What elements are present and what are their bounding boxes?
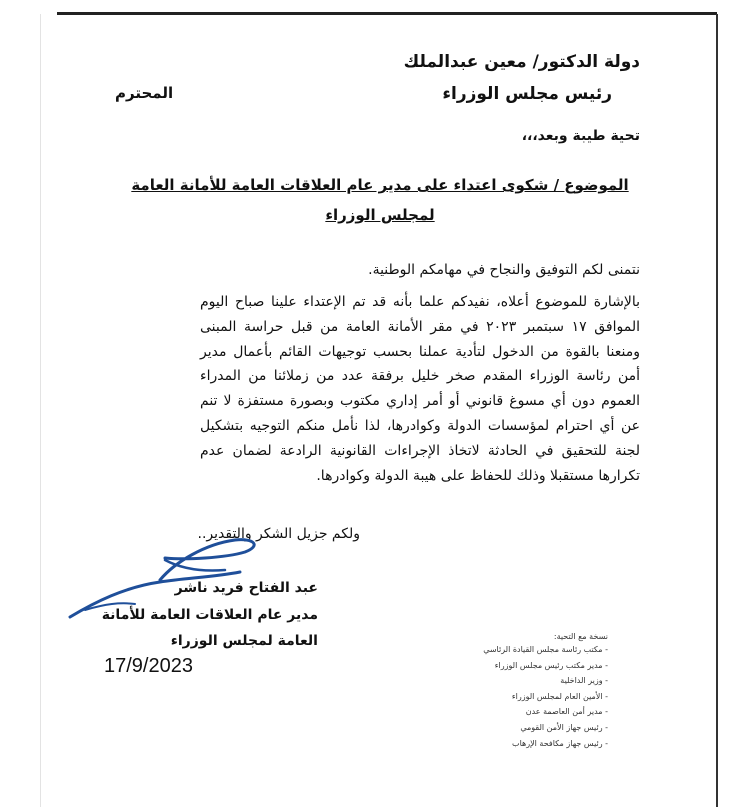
list-item: - مكتب رئاسة مجلس القيادة الرئاسي: [483, 645, 608, 654]
top-border-line: [57, 12, 717, 15]
greeting: تحية طيبة وبعد،،،: [521, 128, 640, 144]
subject-line-1: الموضوع / شكوى اعتداء على مدير عام العلاقات العامة للأمانة العامة: [131, 176, 629, 194]
recipient-name: دولة الدكتور/ معين عبدالملك: [403, 52, 640, 72]
page-edge-line: [40, 14, 41, 807]
copies-list: [483, 642, 608, 751]
subject-line-2: لمجلس الوزراء: [325, 206, 435, 224]
intro-sentence: نتمنى لكم التوفيق والنجاح في مهامكم الوطنية.: [368, 262, 640, 278]
subject-line: [120, 170, 640, 230]
list-item: - رئيس جهاز الأمن القومي: [520, 722, 608, 732]
list-item: - مدير مكتب رئيس مجلس الوزراء: [494, 660, 608, 670]
copies-heading: نسخة مع التحية:: [553, 632, 608, 641]
sender-title-line-1: مدير عام العلاقات العامة للأمانة: [101, 607, 318, 623]
letter-date: 17/9/2023: [104, 655, 193, 677]
sender-title-line-2: العامة لمجلس الوزراء: [170, 633, 318, 649]
sender-name: عبد الفتاح فريد ناشر: [174, 580, 318, 596]
recipient-honorific: المحترم: [115, 84, 174, 102]
recipient-title: رئيس مجلس الوزراء: [442, 84, 612, 104]
right-border-line: [716, 14, 718, 807]
closing-sentence: ولكم جزيل الشكر والتقدير..: [197, 526, 360, 542]
list-item: - وزير الداخلية: [560, 676, 608, 686]
list-item: - الأمين العام لمجلس الوزراء: [511, 691, 608, 701]
letter-body: بالإشارة للموضوع أعلاه، نفيدكم علما بأنه قد تم الإعتداء علينا صباح اليوم الموافق ١٧ سبتمبر ٢٠٢٣ في مقر الأمانة العامة من قبل حراسة المبنى ومنعنا بالقوة من الدخول لتأدية عملنا بحسب توجيهات القائم بأعمال مدير أمن رئاسة الوزراء المقدم صخر خليل برفقة عدد من زملائنا من المدراء العموم دون أي مسوغ قانوني أو أمر إداري مكتوب وبصورة مستفزة لا تنم عن أي احترام لمؤسسات الدولة وكوادرها، لذا نأمل منكم التوجيه بتشكيل لجنة للتحقيق في الحادثة لاتخاذ الإجراءات القانونية الرادعة لضمان عدم تكرارها مستقبلا وذلك للحفاظ على هيبة الدولة وكوادرها.: [200, 294, 640, 484]
list-item: - مدير أمن العاصمة عدن: [525, 707, 608, 717]
list-item: - رئيس جهاز مكافحة الإرهاب: [512, 738, 608, 748]
